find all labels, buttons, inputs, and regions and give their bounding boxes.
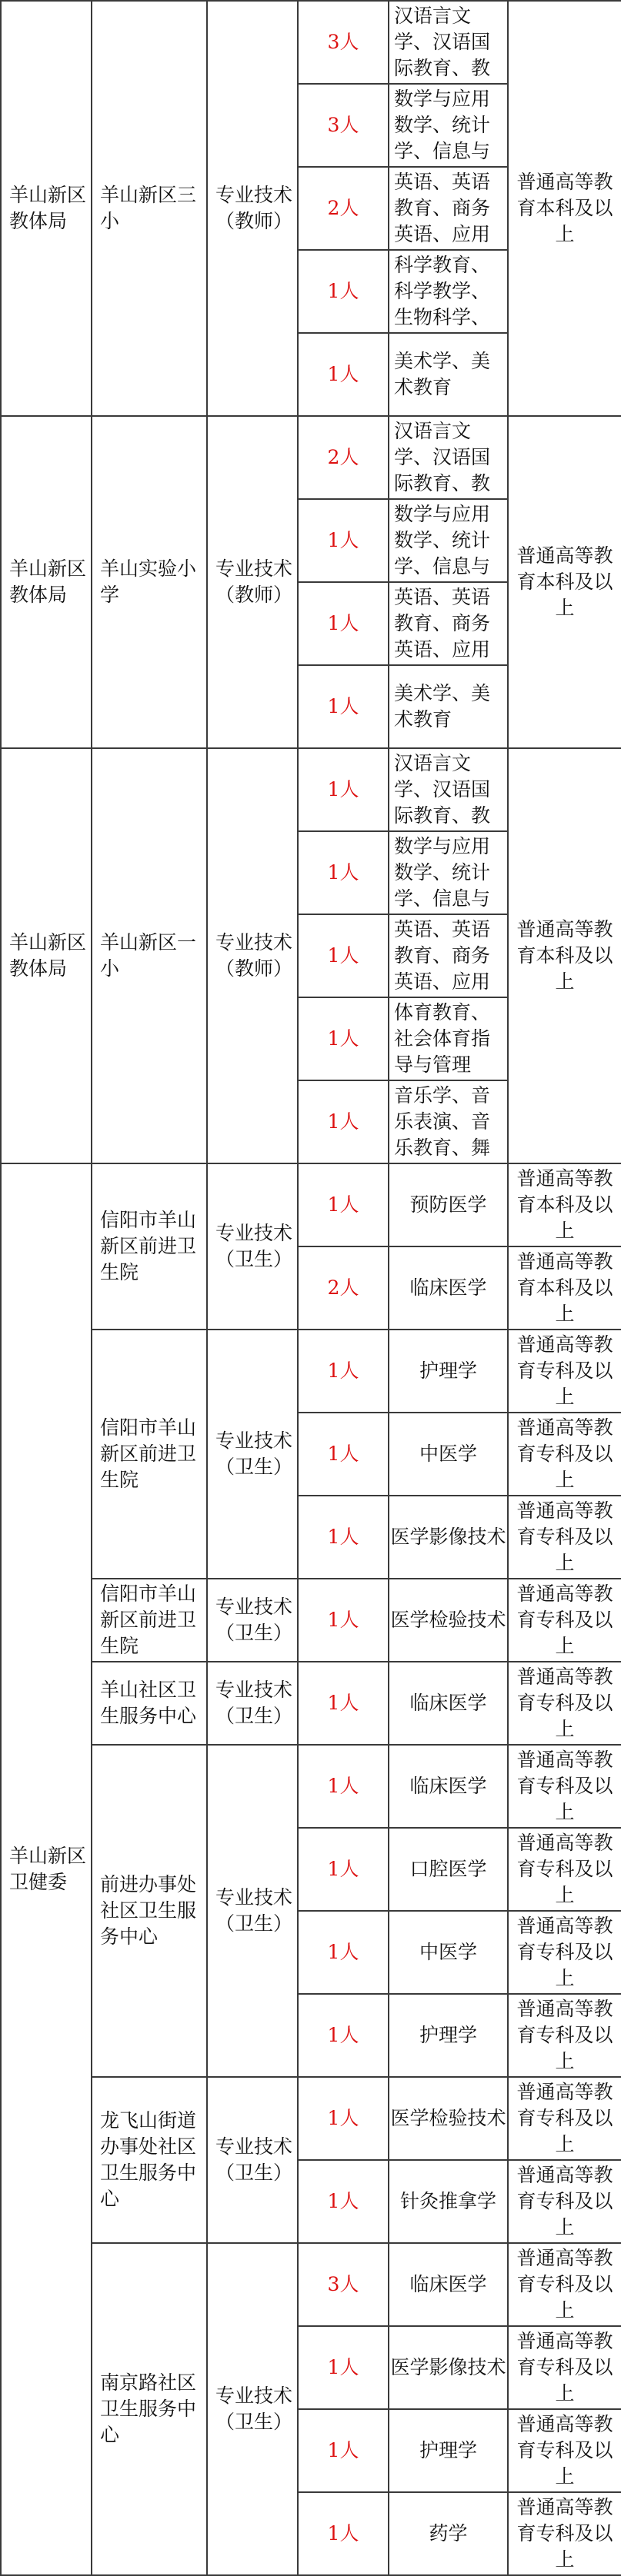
- major-cell: [389, 2326, 508, 2409]
- major-cell: [389, 748, 508, 831]
- table-row: [1, 1579, 621, 1662]
- count-cell: 2人: [298, 416, 389, 499]
- education-cell: [508, 2077, 621, 2160]
- count-cell: 1人: [298, 333, 389, 416]
- education-cell: [508, 2409, 621, 2492]
- count-cell: 1人: [298, 1911, 389, 1994]
- count-cell: 1人: [298, 1745, 389, 1828]
- major-cell-text: 护理学: [419, 2439, 477, 2461]
- count-cell: 1人: [298, 499, 389, 582]
- major-cell: [389, 499, 508, 582]
- major-cell-text: 预防医学: [409, 1193, 487, 1216]
- education-cell: [508, 1246, 621, 1330]
- count-cell: 1人: [298, 1413, 389, 1496]
- major-cell: [389, 582, 508, 665]
- count-cell: 1人: [298, 997, 389, 1080]
- education-cell: [508, 1745, 621, 1828]
- table-row: [1, 2077, 621, 2160]
- major-cell: [389, 416, 508, 499]
- count-cell: 1人: [298, 831, 389, 914]
- major-cell: [389, 250, 508, 333]
- count-cell: 1人: [298, 1080, 389, 1163]
- major-cell: [389, 1496, 508, 1579]
- major-cell: [389, 2077, 508, 2160]
- education-cell-text: 普通高等教育本科及以上: [516, 1250, 613, 1325]
- education-cell: 普通高等教育本科及以上: [508, 748, 621, 1163]
- major-cell: [389, 1413, 508, 1496]
- unit-cell: 信阳市羊山新区前进卫生院: [92, 1330, 207, 1579]
- table-row: [1, 2243, 621, 2326]
- major-cell: [389, 1579, 508, 1662]
- unit-cell: 羊山新区一小: [92, 748, 207, 1163]
- education-cell-text: 普通高等教育专科及以上: [516, 1416, 613, 1491]
- major-cell-text: 英语、英语教育、商务英语、应用: [394, 586, 491, 661]
- major-cell: [389, 1828, 508, 1911]
- major-cell-text: 中医学: [419, 1941, 477, 1963]
- education-cell: [508, 1994, 621, 2077]
- education-cell-text: 普通高等教育专科及以上: [516, 2496, 613, 2571]
- education-cell-text: 普通高等教育专科及以上: [516, 1499, 613, 1574]
- major-cell-text: 美术学、美术教育: [394, 682, 491, 731]
- education-cell-text: 普通高等教育专科及以上: [516, 2330, 613, 2405]
- table-row: [1, 1163, 621, 1246]
- unit-cell: 前进办事处社区卫生服务中心: [92, 1745, 207, 2077]
- education-cell-text: 普通高等教育专科及以上: [516, 2413, 613, 2488]
- major-cell-text: 体育教育、社会体育指导与管理: [394, 1001, 491, 1076]
- major-cell-text: 针灸推拿学: [399, 2190, 496, 2212]
- major-cell-text: 护理学: [419, 2024, 477, 2046]
- education-cell: [508, 1413, 621, 1496]
- major-cell-text: 临床医学: [409, 1276, 487, 1299]
- table-body: [1, 1, 621, 2575]
- education-cell: [508, 2492, 621, 2575]
- major-cell: [389, 1080, 508, 1163]
- position-cell: 专业技术（卫生）: [207, 1662, 298, 1745]
- dept-cell: 羊山新区教体局: [1, 748, 92, 1163]
- count-cell: 1人: [298, 1579, 389, 1662]
- major-cell-text: 医学影像技术: [390, 1526, 506, 1548]
- major-cell: [389, 2492, 508, 2575]
- major-cell: [389, 665, 508, 748]
- unit-cell: 信阳市羊山新区前进卫生院: [92, 1163, 207, 1330]
- position-cell: 专业技术（卫生）: [207, 1163, 298, 1330]
- count-cell: 1人: [298, 665, 389, 748]
- major-cell-text: 医学检验技术: [390, 2107, 506, 2129]
- education-cell: [508, 1911, 621, 1994]
- major-cell: [389, 1662, 508, 1745]
- major-cell-text: 英语、英语教育、商务英语、应用: [394, 918, 491, 993]
- count-cell: 3人: [298, 84, 389, 167]
- major-cell-text: 药学: [429, 2522, 468, 2544]
- education-cell-text: 普通高等教育专科及以上: [516, 2164, 613, 2238]
- table-row: [1, 1662, 621, 1745]
- major-cell: [389, 2160, 508, 2243]
- dept-cell: 羊山新区教体局: [1, 1, 92, 416]
- table-row: [1, 1330, 621, 1413]
- major-cell: [389, 1330, 508, 1413]
- major-cell: [389, 914, 508, 997]
- major-cell-text: 汉语言文学、汉语国际教育、教: [394, 752, 491, 827]
- major-cell-text: 医学影像技术: [390, 2356, 506, 2378]
- dept-cell: 羊山新区卫健委: [1, 1163, 92, 2575]
- major-cell: [389, 997, 508, 1080]
- education-cell-text: 普通高等教育专科及以上: [516, 1333, 613, 1408]
- major-cell: [389, 2243, 508, 2326]
- education-cell: [508, 1828, 621, 1911]
- major-cell: [389, 1246, 508, 1330]
- education-cell: [508, 1496, 621, 1579]
- count-cell: 3人: [298, 2243, 389, 2326]
- count-cell: 1人: [298, 2492, 389, 2575]
- major-cell: [389, 1163, 508, 1246]
- education-cell: [508, 2160, 621, 2243]
- count-cell: 1人: [298, 2160, 389, 2243]
- count-cell: 1人: [298, 250, 389, 333]
- count-cell: 2人: [298, 1246, 389, 1330]
- unit-cell: 羊山实验小学: [92, 416, 207, 748]
- unit-cell: 龙飞山街道办事处社区卫生服务中心: [92, 2077, 207, 2243]
- education-cell-text: 普通高等教育专科及以上: [516, 1666, 613, 1740]
- major-cell-text: 数学与应用数学、统计学、信息与: [394, 835, 491, 910]
- education-cell-text: 普通高等教育本科及以上: [516, 1167, 613, 1242]
- count-cell: 1人: [298, 1828, 389, 1911]
- major-cell-text: 数学与应用数学、统计学、信息与: [394, 88, 491, 162]
- major-cell-text: 汉语言文学、汉语国际教育、教: [394, 420, 491, 494]
- major-cell-text: 临床医学: [409, 1692, 487, 1714]
- count-cell: 1人: [298, 2077, 389, 2160]
- count-cell: 1人: [298, 914, 389, 997]
- major-cell: [389, 2409, 508, 2492]
- major-cell-text: 英语、英语教育、商务英语、应用: [394, 171, 491, 245]
- major-cell-text: 音乐学、音乐表演、音乐教育、舞: [394, 1084, 491, 1159]
- position-cell: 专业技术（卫生）: [207, 1330, 298, 1579]
- major-cell: [389, 1745, 508, 1828]
- position-cell: 专业技术（教师）: [207, 416, 298, 748]
- education-cell: 普通高等教育本科及以上: [508, 416, 621, 748]
- education-cell-text: 普通高等教育专科及以上: [516, 1832, 613, 1906]
- education-cell: [508, 1163, 621, 1246]
- table-row: [1, 416, 621, 499]
- education-cell: [508, 2326, 621, 2409]
- position-cell: 专业技术（教师）: [207, 1, 298, 416]
- major-cell: [389, 1911, 508, 1994]
- major-cell-text: 数学与应用数学、统计学、信息与: [394, 503, 491, 577]
- unit-cell: 羊山新区三小: [92, 1, 207, 416]
- education-cell-text: 普通高等教育专科及以上: [516, 1583, 613, 1657]
- education-cell-text: 普通高等教育专科及以上: [516, 1915, 613, 1989]
- count-cell: 1人: [298, 582, 389, 665]
- major-cell-text: 临床医学: [409, 1775, 487, 1797]
- major-cell-text: 口腔医学: [409, 1858, 487, 1880]
- position-cell: 专业技术（卫生）: [207, 2077, 298, 2243]
- count-cell: 1人: [298, 1330, 389, 1413]
- major-cell: [389, 1, 508, 84]
- position-cell: 专业技术（卫生）: [207, 1745, 298, 2077]
- education-cell: [508, 1330, 621, 1413]
- position-cell: 专业技术（卫生）: [207, 2243, 298, 2575]
- count-cell: 1人: [298, 1994, 389, 2077]
- major-cell: [389, 167, 508, 250]
- count-cell: 1人: [298, 1163, 389, 1246]
- unit-cell: 羊山社区卫生服务中心: [92, 1662, 207, 1745]
- education-cell-text: 普通高等教育专科及以上: [516, 1749, 613, 1823]
- count-cell: 1人: [298, 1662, 389, 1745]
- education-cell-text: 普通高等教育专科及以上: [516, 1998, 613, 2072]
- position-cell: 专业技术（卫生）: [207, 1579, 298, 1662]
- major-cell-text: 护理学: [419, 1360, 477, 1382]
- major-cell: [389, 84, 508, 167]
- major-cell-text: 医学检验技术: [390, 1609, 506, 1631]
- major-cell: [389, 1994, 508, 2077]
- position-cell: 专业技术（教师）: [207, 748, 298, 1163]
- education-cell: 普通高等教育本科及以上: [508, 1, 621, 416]
- education-cell-text: 普通高等教育专科及以上: [516, 2081, 613, 2155]
- unit-cell: 南京路社区卫生服务中心: [92, 2243, 207, 2575]
- table-row: [1, 1, 621, 84]
- major-cell-text: 美术学、美术教育: [394, 350, 491, 398]
- dept-cell: 羊山新区教体局: [1, 416, 92, 748]
- count-cell: 1人: [298, 748, 389, 831]
- education-cell: [508, 1579, 621, 1662]
- table-row: [1, 1745, 621, 1828]
- count-cell: 3人: [298, 1, 389, 84]
- education-cell-text: 普通高等教育专科及以上: [516, 2247, 613, 2321]
- major-cell-text: 临床医学: [409, 2273, 487, 2295]
- education-cell: [508, 2243, 621, 2326]
- count-cell: 1人: [298, 1496, 389, 1579]
- major-cell: [389, 333, 508, 416]
- unit-cell: 信阳市羊山新区前进卫生院: [92, 1579, 207, 1662]
- major-cell-text: 科学教育、科学教学、生物科学、: [394, 254, 491, 328]
- table-row: [1, 748, 621, 831]
- count-cell: 1人: [298, 2409, 389, 2492]
- major-cell: [389, 831, 508, 914]
- major-cell-text: 汉语言文学、汉语国际教育、教: [394, 5, 491, 79]
- education-cell: [508, 1662, 621, 1745]
- major-cell-text: 中医学: [419, 1443, 477, 1465]
- count-cell: 1人: [298, 2326, 389, 2409]
- count-cell: 2人: [298, 167, 389, 250]
